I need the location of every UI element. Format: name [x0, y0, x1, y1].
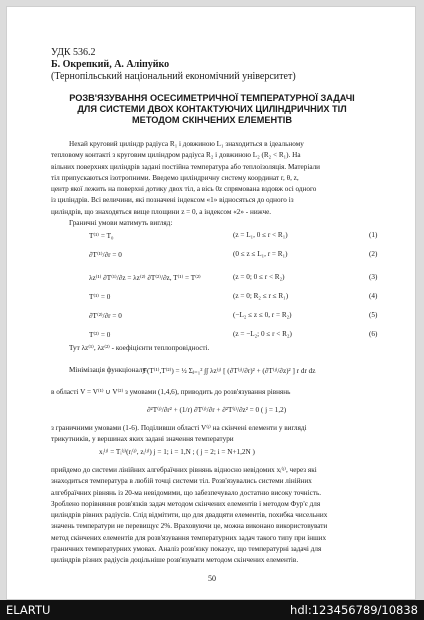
condition-2-rhs: (0 ≤ z ≤ L₁, r = R₁)	[233, 250, 288, 258]
repository-footer	[0, 600, 424, 620]
authors: Б. Окрепкий, А. Аліпуйко	[51, 59, 170, 70]
condition-1-lhs: T⁽¹⁾ = T₀	[89, 232, 114, 240]
condition-3-lhs: λz⁽¹⁾ ∂T⁽¹⁾/∂z = λz⁽²⁾ ∂T⁽²⁾/∂z, T⁽¹⁾ = T⁽²⁾	[89, 274, 201, 282]
coefficient-note	[51, 343, 381, 354]
paper-page	[6, 6, 416, 600]
body-line: циліндрів рівних радіусів. Слід відмітити, що для двадцяти елементів, похибка чисельних	[51, 511, 328, 520]
condition-4-lhs: T⁽¹⁾ = 0	[89, 293, 111, 301]
paper-title-line-2: ДЛЯ СИСТЕМИ ДВОХ КОНТАКТУЮЧИХ ЦИЛІНДРИЧНИХ ТІЛ	[77, 104, 347, 114]
paper-title-line-1: РОЗВ'ЯЗУВАННЯ ОСЕСИМЕТРИЧНОЇ ТЕМПЕРАТУРНОЇ ЗАДАЧІ	[69, 93, 355, 103]
body-line: метод скінчених елементів для розв'язування температурних задач такого типу при інших	[51, 533, 327, 542]
discretization-line: трикутників, у вершинах яких задані значення температури	[51, 435, 234, 444]
body-line: значень температури не перевищує 2%. Враховуючи це, можна виконано використовувати	[51, 522, 328, 531]
body-line: циліндрів різних радіусів доцільніше розв'язувати методом скінчених елементів.	[51, 556, 299, 565]
node-values-formula: xᵢ⁽ʲ⁾ = Tᵢ⁽ʲ⁾(rᵢ⁽ʲ⁾, zᵢ⁽ʲ⁾) j = 1; i = 1,N ; ( j = 2; i = N+1,2N )	[99, 448, 255, 456]
functional-after-text: в області V = V⁽¹⁾ ∪ V⁽²⁾ з умовами (1,4,6), приводить до розв'язування рівнянь	[51, 388, 291, 396]
intro-line: Нехай круговий циліндр радіуса R₁ і довжиною L₁ знаходиться в ідеальному	[69, 140, 304, 148]
condition-3-number: (3)	[369, 273, 378, 281]
body-line: знаходиться температура в любій точці системи тіл. Розв'язувались системи лінійних	[51, 477, 312, 486]
condition-5-lhs: ∂T⁽²⁾/∂r = 0	[89, 312, 122, 320]
paper-title-line-3: МЕТОДОМ СКІНЧЕНИХ ЕЛЕМЕНТІВ	[132, 115, 292, 125]
condition-5-rhs: (−L₂ ≤ z ≤ 0, r = R₂)	[233, 311, 292, 319]
condition-1-number: (1)	[369, 231, 378, 239]
boundary-intro-text: Граничні умови матимуть вигляд:	[69, 219, 173, 227]
functional-after	[51, 387, 381, 398]
body-line: алгебраїчних рівнянь із 20-ма невідомими, що забезпечувало достатню високу точність.	[51, 488, 322, 497]
laplace-equation: ∂²T⁽ʲ⁾/∂r² + (1/r) ∂T⁽ʲ⁾/∂r + ∂²T⁽ʲ⁾/∂z² = 0 ( j = 1,2)	[147, 406, 287, 414]
intro-line: циліндрів, що знаходяться вище площини z = 0, а індексом «2» - нижче.	[51, 207, 272, 216]
discretization-paragraph	[51, 423, 381, 446]
condition-2-number: (2)	[369, 250, 378, 258]
condition-3-rhs: (z = 0; 0 ≤ r < R₂)	[233, 273, 285, 281]
body-line: граничних температурних умовах. Аналіз розв'язку показує, що температурні задачі для	[51, 545, 322, 554]
intro-line: із циліндрів. Всі величини, які позначені індексом «1» відносяться до одного із	[51, 196, 294, 205]
boundary-intro	[51, 218, 381, 229]
handle-link[interactable]: hdl:123456789/10838	[290, 603, 418, 617]
intro-line: тепловому контакті з круговим циліндром радіуса R₂ і довжиною L₂ (R₂ < R₁). На	[51, 151, 301, 160]
body-line: прийдемо до системи лінійних алгебраїчних рівнянь відносно невідомих xᵢ⁽ʲ⁾, через які	[51, 466, 317, 474]
condition-4-number: (4)	[369, 292, 378, 300]
functional-formula: F(T⁽¹⁾,T⁽²⁾) = ½ Σⱼ₌₁² ∫∫ λz⁽ʲ⁾ [ (∂T⁽ʲ⁾/∂r)² + (∂T⁽ʲ⁾/∂z)² ] r dr dz	[143, 367, 316, 375]
coefficient-note-text: Тут λz⁽¹⁾, λz⁽²⁾ - коефіцієнти теплопровідності.	[69, 344, 210, 352]
body-line: Зроблено порівняння розв'язків задач методом скінчених елементів і методом Фур'є для	[51, 499, 321, 508]
affiliation: (Тернопільський національний економічний університет)	[51, 71, 296, 82]
condition-5-number: (5)	[369, 311, 378, 319]
condition-2-lhs: ∂T⁽¹⁾/∂r = 0	[89, 251, 122, 259]
condition-4-rhs: (z = 0; R₂ ≤ r ≤ R₁)	[233, 292, 289, 300]
udk-code: УДК 536.2	[51, 47, 96, 58]
intro-paragraph	[51, 139, 381, 218]
condition-6-number: (6)	[369, 330, 378, 338]
page-number: 50	[208, 574, 216, 583]
functional-intro: Мінімізація функціоналу	[69, 366, 146, 374]
condition-6-rhs: (z = −L₂; 0 ≤ r < R₂)	[233, 330, 292, 338]
conclusion-paragraph	[51, 465, 381, 567]
discretization-line: з граничними умовами (1-6). Поділивши області V⁽ʲ⁾ на скінчені елементи у вигляді	[51, 424, 307, 432]
intro-line: центр якої лежить на поверхні дотику двох тіл, а вісь 0z спрямована вздовж осі одного	[51, 185, 317, 194]
condition-1-rhs: (z = L₁, 0 ≤ r < R₁)	[233, 231, 288, 239]
condition-6-lhs: T⁽²⁾ = 0	[89, 331, 111, 339]
intro-line: вільних поверхнях циліндрів задані постійна температура або теплоізоляція. Матеріали	[51, 162, 321, 171]
repository-name: ELARTU	[6, 603, 51, 617]
intro-line: тіл припускаються ізотропними. Введемо циліндричну систему координат r, θ, z,	[51, 173, 299, 182]
